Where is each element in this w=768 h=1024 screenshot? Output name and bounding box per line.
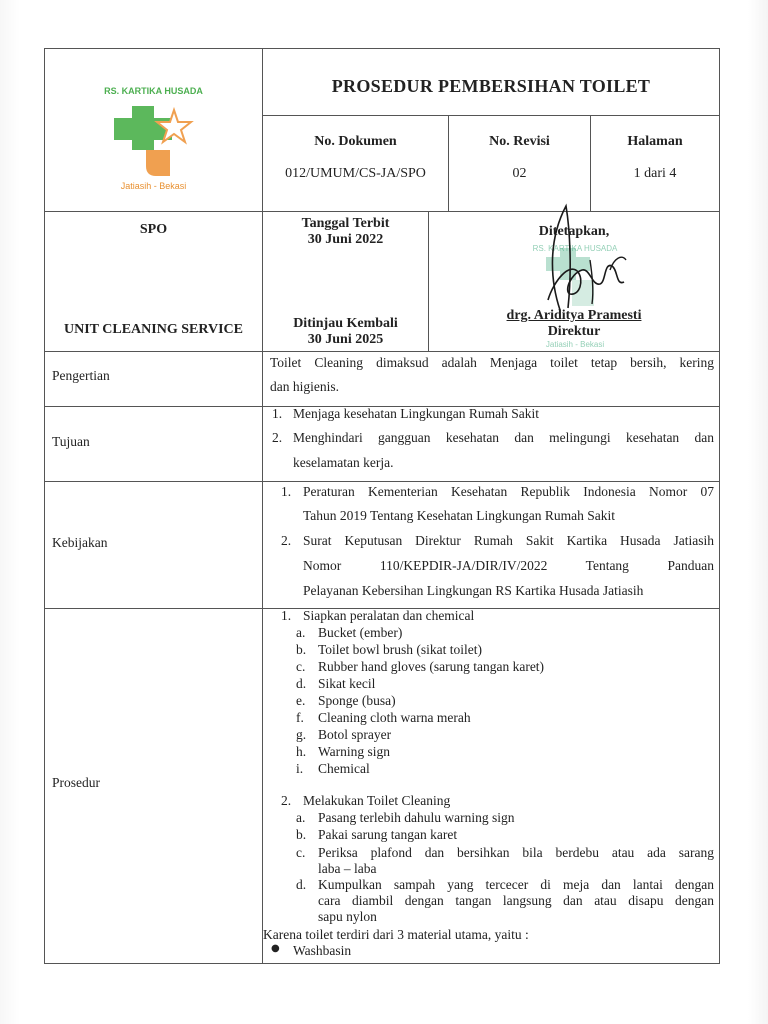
issue-date: 30 Juni 2022 <box>307 232 384 247</box>
signer-name: drg. Ariditya Pramesti <box>506 308 642 323</box>
page-title: PROSEDUR PEMBERSIHAN TOILET <box>331 76 651 96</box>
tujuan-item2-line1: Menghindari gangguan kesehatan dan melingungi kesehatan dan <box>293 430 714 445</box>
step1-item-text: Botol sprayer <box>318 727 392 742</box>
step1-item-letter: b. <box>296 642 307 657</box>
step1-item-text: Toilet bowl brush (sikat toilet) <box>318 642 483 657</box>
kebijakan-label: Kebijakan <box>52 535 108 550</box>
step1-item-letter: f. <box>296 710 304 725</box>
doc-no-cell <box>262 115 449 212</box>
pengertian-line2: dan higienis. <box>270 379 339 394</box>
step1-item-letter: c. <box>296 659 306 674</box>
step2-b-letter: b. <box>296 827 307 842</box>
step2-c-line2: laba – laba <box>318 861 377 876</box>
step2-d-letter: d. <box>296 877 307 892</box>
revision-label: No. Revisi <box>489 134 550 149</box>
prosedur-step1-num: 1. <box>281 608 292 623</box>
step2-d-line2: cara diambil dengan tangan langsung dan atau disapu dengan <box>318 893 714 908</box>
material-intro: Karena toilet terdiri dari 3 material utama, yaitu : <box>263 927 529 942</box>
pengertian-line1: Toilet Cleaning dimaksud adalah Menjaga toilet tetap bersih, kering <box>270 355 714 370</box>
kebijakan-item2-line2: Nomor 110/KEPDIR-JA/DIR/IV/2022 Tentang Panduan <box>303 558 714 573</box>
prosedur-label: Prosedur <box>52 775 100 790</box>
hospital-logo-icon <box>110 104 200 180</box>
kebijakan-item2-line1: Surat Keputusan Direktur Rumah Sakit Kartika Husada Jatiasih <box>303 533 714 548</box>
step1-item-text: Sponge (busa) <box>318 693 396 708</box>
step1-item-text: Warning sign <box>318 744 391 759</box>
step1-item-letter: h. <box>296 744 307 759</box>
hospital-location: Jatiasih - Bekasi <box>120 181 187 191</box>
spo-label: SPO <box>139 222 168 237</box>
hospital-name: RS. KARTIKA HUSADA <box>104 86 203 96</box>
page-cell <box>590 115 720 212</box>
revision-value: 02 <box>512 166 527 181</box>
step1-item-letter: i. <box>296 761 304 776</box>
step1-item-letter: g. <box>296 727 307 742</box>
page-label: Halaman <box>627 134 683 149</box>
approved-label: Ditetapkan, <box>538 224 610 239</box>
step1-item-text: Bucket (ember) <box>318 625 403 640</box>
revision-cell <box>448 115 591 212</box>
prosedur-step2-num: 2. <box>281 793 292 808</box>
doc-no-label: No. Dokumen <box>314 134 397 149</box>
kebijakan-item1-line1: Peraturan Kementerian Kesehatan Republik Indonesia Nomor 07 <box>303 484 714 499</box>
signer-title: Direktur <box>547 324 601 339</box>
step1-item-text: Rubber hand gloves (sarung tangan karet) <box>318 659 545 674</box>
review-date: 30 Juni 2025 <box>307 332 384 347</box>
step2-d-line3: sapu nylon <box>318 909 377 924</box>
step1-item-text: Cleaning cloth warna merah <box>318 710 471 725</box>
tujuan-item1-num: 1. <box>272 406 283 421</box>
kebijakan-item1-line2: Tahun 2019 Tentang Kesehatan Lingkungan Rumah Sakit <box>303 508 616 523</box>
stamp-name: RS. KARTIKA HUSADA <box>532 244 618 253</box>
step1-item-text: Chemical <box>318 761 370 776</box>
step2-c-line1: Periksa plafond dan bersihkan bila berdebu atau ada sarang <box>318 845 714 860</box>
step2-a-text: Pasang terlebih dahulu warning sign <box>318 810 515 825</box>
step2-a-letter: a. <box>296 810 306 825</box>
step1-item-letter: d. <box>296 676 307 691</box>
bullet1-text: Washbasin <box>293 943 352 958</box>
step2-b-text: Pakai sarung tangan karet <box>318 827 458 842</box>
unit-label: UNIT CLEANING SERVICE <box>64 322 243 337</box>
step1-item-text: Sikat kecil <box>318 676 376 691</box>
prosedur-step2: Melakukan Toilet Cleaning <box>303 793 451 808</box>
bullet-dot-icon: ● <box>271 943 280 954</box>
tujuan-item1: Menjaga kesehatan Lingkungan Rumah Sakit <box>293 406 539 421</box>
signature-icon <box>520 200 640 320</box>
pengertian-label: Pengertian <box>52 368 110 383</box>
kebijakan-item2-num: 2. <box>281 533 292 548</box>
page-value: 1 dari 4 <box>633 166 677 181</box>
doc-no-value: 012/UMUM/CS-JA/SPO <box>285 166 426 181</box>
step1-item-letter: a. <box>296 625 306 640</box>
step1-item-letter: e. <box>296 693 306 708</box>
step2-c-letter: c. <box>296 845 306 860</box>
kebijakan-item1-num: 1. <box>281 484 292 499</box>
prosedur-step1: Siapkan peralatan dan chemical <box>303 608 475 623</box>
issue-label: Tanggal Terbit <box>301 216 390 231</box>
step2-d-line1: Kumpulkan sampah yang tercecer di meja dan lantai dengan <box>318 877 714 892</box>
tujuan-item2-num: 2. <box>272 430 283 445</box>
stamp-location: Jatiasih - Bekasi <box>545 340 605 349</box>
review-label: Ditinjau Kembali <box>293 316 398 331</box>
tujuan-label: Tujuan <box>52 434 90 449</box>
kebijakan-item2-line3: Pelayanan Kebersihan Lingkungan RS Kartika Husada Jatiasih <box>303 583 644 598</box>
tujuan-item2-line2: keselamatan kerja. <box>293 455 394 470</box>
